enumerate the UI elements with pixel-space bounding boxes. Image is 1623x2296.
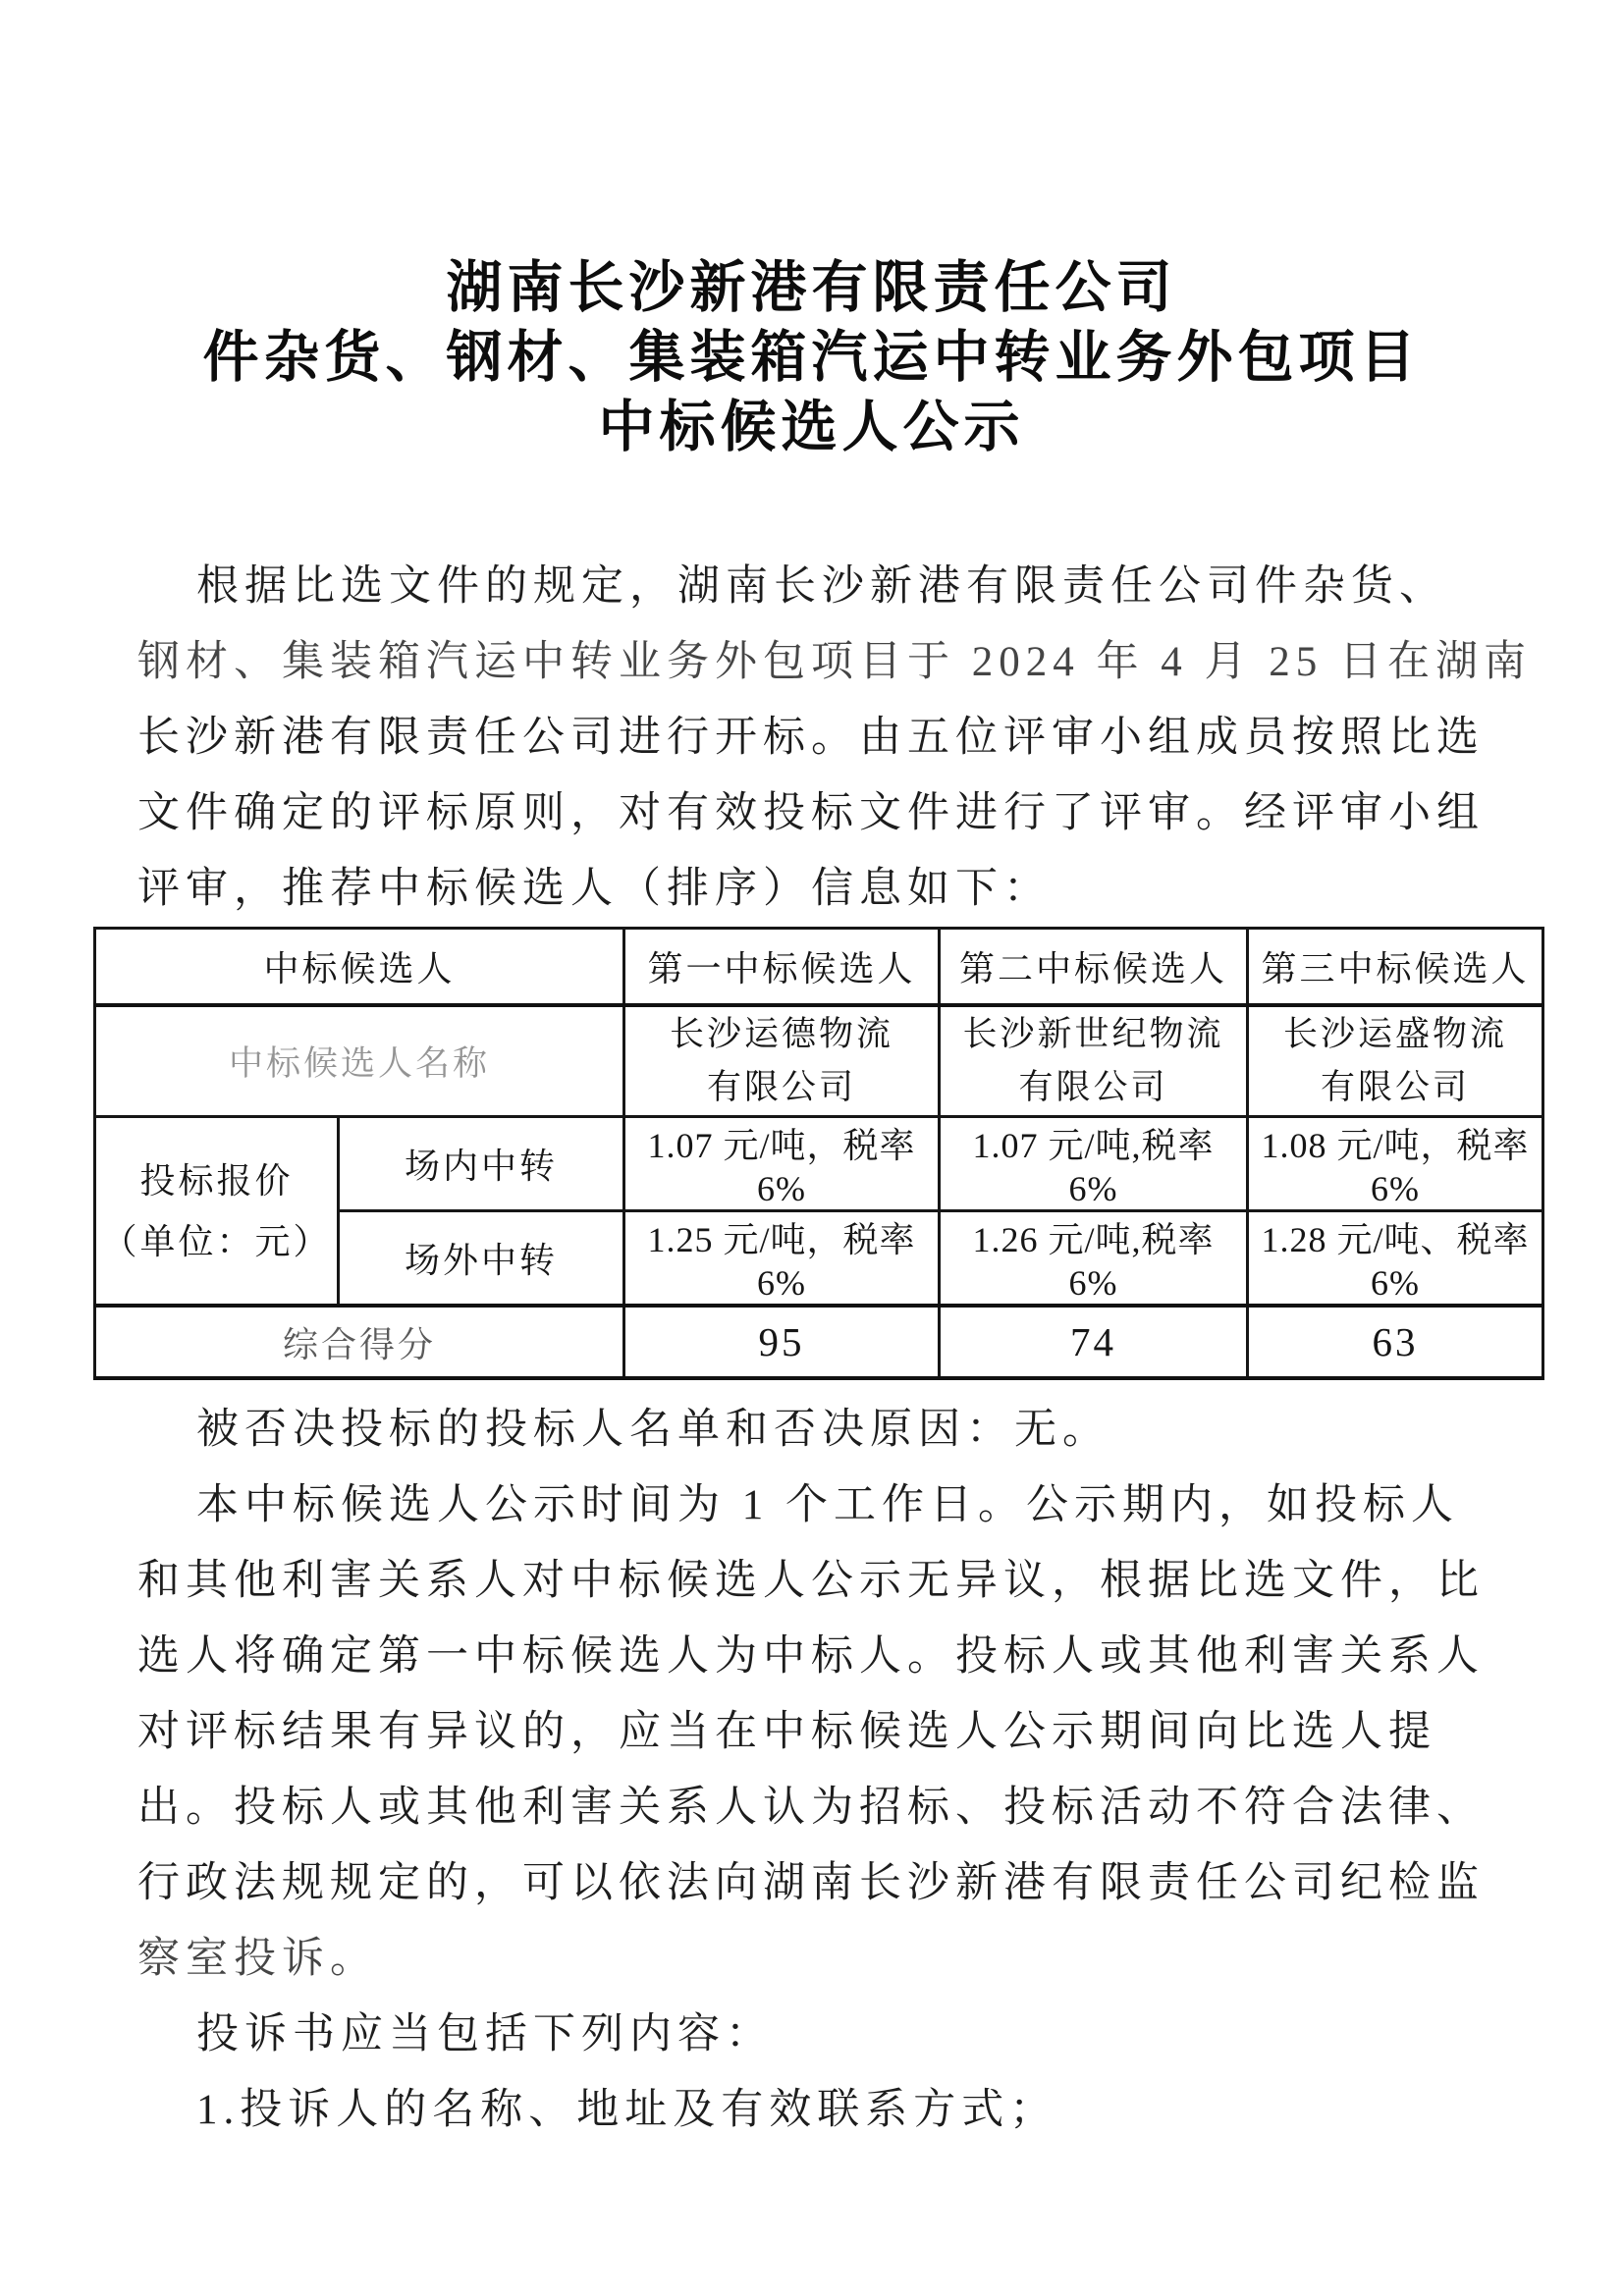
score-first: 95: [624, 1306, 940, 1378]
header-cell-candidate: 中标候选人: [95, 929, 624, 1006]
price-row-inside: [95, 1117, 1543, 1211]
body-line: 对评标结果有异议的，应当在中标候选人公示期间向比选人提: [137, 1709, 1436, 1755]
price-label: 投标报价 （单位：元）: [95, 1117, 339, 1307]
body-line: 察室投诉。: [137, 1936, 378, 1982]
intro-line: 文件确定的评标原则，对有效投标文件进行了评审。经评审小组: [137, 790, 1485, 836]
document-title: [0, 0, 1623, 462]
closing-paragraphs: [137, 1392, 1505, 2148]
body-line: 被否决投标的投标人名单和否决原因：无。: [196, 1407, 1110, 1453]
third-candidate-name: 长沙运盛物流 有限公司: [1248, 1005, 1543, 1117]
outside-price-second: 1.26 元/吨,税率 6%: [940, 1211, 1248, 1307]
score-second: 74: [940, 1306, 1248, 1378]
price-type-outside: 场外中转: [339, 1211, 624, 1307]
intro-line: 长沙新港有限责任公司进行开标。由五位评审小组成员按照比选: [137, 715, 1485, 761]
inside-price-first: 1.07 元/吨，税率 6%: [624, 1117, 940, 1211]
intro-line: 评审，推荐中标候选人（排序）信息如下：: [137, 866, 1052, 912]
second-candidate-name: 长沙新世纪物流 有限公司: [940, 1005, 1248, 1117]
intro-line: 钢材、集装箱汽运中转业务外包项目于 2024 年 4 月 25 日在湖南: [137, 639, 1532, 685]
header-cell-third-candidate: 第三中标候选人: [1248, 929, 1543, 1006]
header-cell-first-candidate: 第一中标候选人: [624, 929, 940, 1006]
outside-price-third: 1.28 元/吨、税率 6%: [1248, 1211, 1543, 1307]
score-label: 综合得分: [95, 1306, 624, 1378]
first-candidate-name: 长沙运德物流 有限公司: [624, 1005, 940, 1117]
title-line-1: 湖南长沙新港有限责任公司: [446, 257, 1177, 319]
body-line: 和其他利害关系人对中标候选人公示无异议，根据比选文件，比: [137, 1558, 1485, 1604]
table-header-row: [95, 929, 1543, 1006]
bid-candidates-table: [93, 927, 1544, 1380]
intro-line: 根据比选文件的规定，湖南长沙新港有限责任公司件杂货、: [196, 563, 1447, 610]
score-third: 63: [1248, 1306, 1543, 1378]
body-line: 选人将确定第一中标候选人为中标人。投标人或其他利害关系人: [137, 1633, 1485, 1680]
name-row-label: 中标候选人名称: [95, 1005, 624, 1117]
body-line: 出。投标人或其他利害关系人认为招标、投标活动不符合法律、: [137, 1785, 1485, 1831]
body-line: 投诉书应当包括下列内容：: [196, 2011, 774, 2057]
body-line: 1.投诉人的名称、地址及有效联系方式；: [196, 2087, 1058, 2133]
title-line-2: 件杂货、钢材、集装箱汽运中转业务外包项目: [202, 327, 1421, 389]
outside-price-first: 1.25 元/吨，税率 6%: [624, 1211, 940, 1307]
intro-paragraph: [137, 549, 1532, 927]
title-line-3: 中标候选人公示: [598, 397, 1025, 458]
score-row: [95, 1306, 1543, 1378]
body-line: 本中标候选人公示时间为 1 个工作日。公示期内，如投标人: [196, 1482, 1459, 1528]
inside-price-third: 1.08 元/吨，税率 6%: [1248, 1117, 1543, 1211]
inside-price-second: 1.07 元/吨,税率 6%: [940, 1117, 1248, 1211]
candidate-name-row: [95, 1005, 1543, 1117]
price-type-inside: 场内中转: [339, 1117, 624, 1211]
header-cell-second-candidate: 第二中标候选人: [940, 929, 1248, 1006]
body-line: 行政法规规定的，可以依法向湖南长沙新港有限责任公司纪检监: [137, 1860, 1485, 1906]
